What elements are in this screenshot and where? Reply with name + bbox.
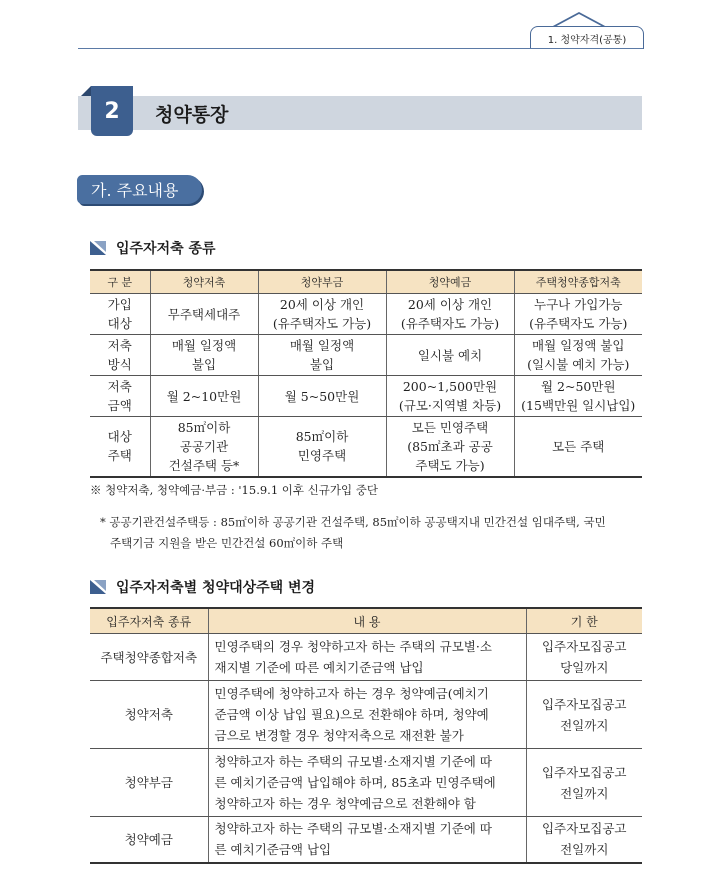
table-row bbox=[90, 294, 642, 335]
table-cell: 민영주택의 경우 청약하고자 하는 주택의 규모별·소 재지별 기준에 따른 예치기준금액 납입 bbox=[208, 634, 526, 681]
table-row bbox=[90, 817, 642, 863]
table-cell: 85㎡이하 공공기관 건설주택 등* bbox=[150, 417, 258, 477]
row-label: 청약부금 bbox=[90, 749, 208, 817]
triangle-marker-icon bbox=[90, 241, 106, 255]
table-row bbox=[90, 634, 642, 681]
item-heading-1 bbox=[90, 238, 216, 258]
table-row bbox=[90, 376, 642, 417]
table-cell: 입주자모집공고 전일까지 bbox=[526, 817, 642, 863]
row-label: 청약저축 bbox=[90, 681, 208, 749]
row-label: 저축 방식 bbox=[90, 335, 150, 376]
column-header: 내 용 bbox=[208, 608, 526, 634]
table-row bbox=[90, 417, 642, 477]
table-cell: 민영주택에 청약하고자 하는 경우 청약예금(예치기 준금액 이상 납입 필요)으로 전환해야 하며, 청약예 금으로 변경할 경우 청약저축으로 재전환 불가 bbox=[208, 681, 526, 749]
table-cell: 85㎡이하 민영주택 bbox=[258, 417, 386, 477]
savings-change-table bbox=[90, 607, 642, 864]
table-row bbox=[90, 749, 642, 817]
column-header: 구 분 bbox=[90, 270, 150, 294]
note-2-line-2: 주택기금 지원을 받은 민간건설 60㎡이하 주택 bbox=[110, 536, 344, 550]
table-cell: 모든 주택 bbox=[514, 417, 642, 477]
table-header-row bbox=[90, 608, 642, 634]
savings-types-table bbox=[90, 269, 642, 478]
table-cell: 200~1,500만원 (규모·지역별 차등) bbox=[386, 376, 514, 417]
table-cell: 월 5~50만원 bbox=[258, 376, 386, 417]
table-cell: 모든 민영주택 (85㎡초과 공공 주택도 가능) bbox=[386, 417, 514, 477]
subsection-heading bbox=[77, 175, 202, 204]
column-header: 주택청약종합저축 bbox=[514, 270, 642, 294]
header-rule bbox=[78, 48, 643, 49]
row-label: 저축 금액 bbox=[90, 376, 150, 417]
row-label: 가입 대상 bbox=[90, 294, 150, 335]
column-header: 기 한 bbox=[526, 608, 642, 634]
table-cell: 20세 이상 개인 (유주택자도 가능) bbox=[258, 294, 386, 335]
table-cell: 월 2~50만원 (15백만원 일시납입) bbox=[514, 376, 642, 417]
item-heading-2-label: 입주자저축별 청약대상주택 변경 bbox=[116, 580, 316, 596]
column-header: 입주자저축 종류 bbox=[90, 608, 208, 634]
item-heading-1-label: 입주자저축 종류 bbox=[116, 241, 216, 257]
column-header: 청약저축 bbox=[150, 270, 258, 294]
table-cell: 매월 일정액 불입 (일시불 예치 가능) bbox=[514, 335, 642, 376]
table-header-row bbox=[90, 270, 642, 294]
row-label: 청약예금 bbox=[90, 817, 208, 863]
table-cell: 청약하고자 하는 주택의 규모별·소재지별 기준에 따 른 예치기준금액 납입해야 하며, 85초과 민영주택에 청약하고자 하는 경우 청약예금으로 전환해야 함 bbox=[208, 749, 526, 817]
table-cell: 일시불 예치 bbox=[386, 335, 514, 376]
note-1: ※ 청약저축, 청약예금·부금 : '15.9.1 이후 신규가입 중단 bbox=[90, 483, 378, 497]
subsection-label: 가. 주요내용 bbox=[91, 181, 179, 200]
table-cell: 월 2~10만원 bbox=[150, 376, 258, 417]
item-heading-2 bbox=[90, 577, 315, 597]
triangle-marker-icon bbox=[90, 580, 106, 594]
chapter-tag-label: 1. 청약자격(공통) bbox=[547, 34, 627, 46]
table-cell: 누구나 가입가능 (유주택자도 가능) bbox=[514, 294, 642, 335]
note-2-line-1: * 공공기관건설주택등 : 85㎡이하 공공기관 건설주택, 85㎡이하 공공택지내 민간건설 임대주택, 국민 bbox=[100, 515, 606, 529]
table-row bbox=[90, 681, 642, 749]
table-cell: 입주자모집공고 전일까지 bbox=[526, 749, 642, 817]
row-label: 대상 주택 bbox=[90, 417, 150, 477]
table-cell: 무주택세대주 bbox=[150, 294, 258, 335]
table-cell: 매월 일정액 불입 bbox=[150, 335, 258, 376]
table-cell: 청약하고자 하는 주택의 규모별·소재지별 기준에 따 른 예치기준금액 납입 bbox=[208, 817, 526, 863]
section-title: 청약통장 bbox=[155, 104, 229, 126]
table-cell: 20세 이상 개인 (유주택자도 가능) bbox=[386, 294, 514, 335]
column-header: 청약예금 bbox=[386, 270, 514, 294]
table-cell: 입주자모집공고 전일까지 bbox=[526, 681, 642, 749]
table-row bbox=[90, 335, 642, 376]
section-number: 2 bbox=[91, 86, 133, 136]
chapter-tag bbox=[530, 26, 644, 49]
table-cell: 입주자모집공고 당일까지 bbox=[526, 634, 642, 681]
row-label: 주택청약종합저축 bbox=[90, 634, 208, 681]
column-header: 청약부금 bbox=[258, 270, 386, 294]
table-cell: 매월 일정액 불입 bbox=[258, 335, 386, 376]
